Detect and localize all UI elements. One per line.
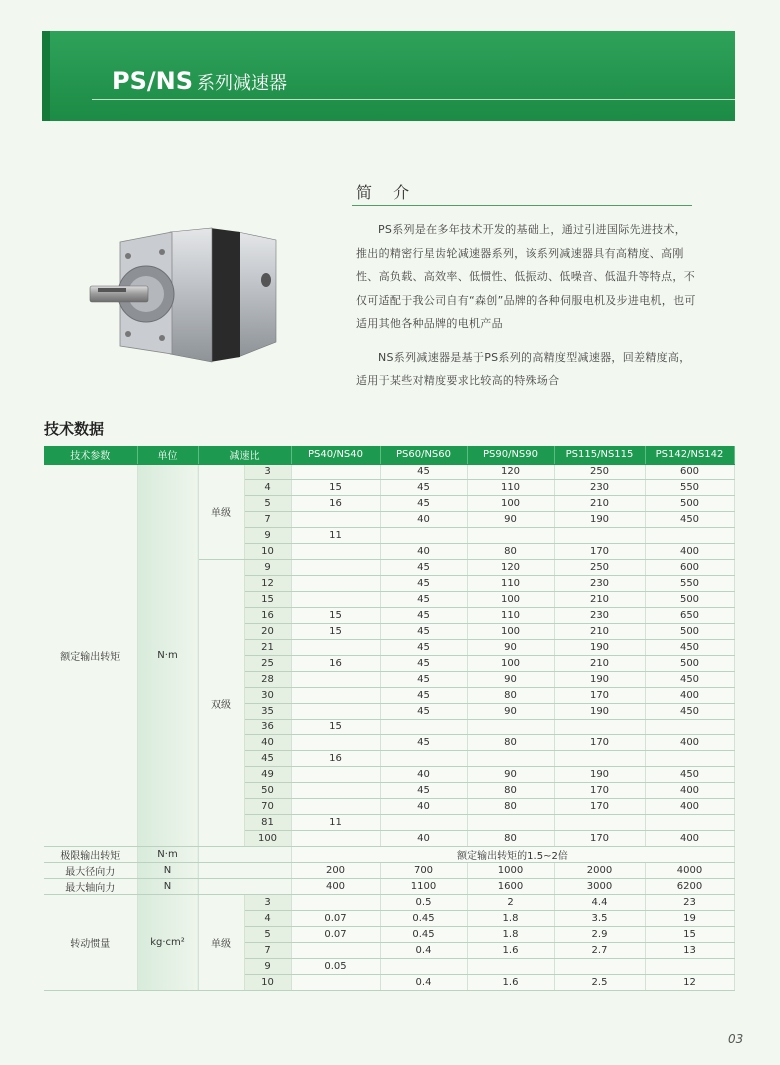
value-cell: 80 (467, 831, 554, 847)
value-cell: 190 (554, 639, 645, 655)
value-cell: 45 (380, 496, 467, 512)
value-cell (380, 958, 467, 974)
ratio-cell: 5 (244, 496, 291, 512)
value-cell: 2000 (554, 863, 645, 879)
value-cell: 45 (380, 639, 467, 655)
value-cell: 400 (291, 879, 380, 895)
banner-rule (92, 99, 735, 100)
value-cell: 190 (554, 671, 645, 687)
title-main: PS/NS (112, 67, 194, 95)
ratio-cell: 30 (244, 687, 291, 703)
ratio-cell: 50 (244, 783, 291, 799)
section-title: 技术数据 (44, 420, 105, 438)
value-cell (467, 751, 554, 767)
value-cell: 0.45 (380, 910, 467, 926)
value-cell: 550 (645, 576, 734, 592)
value-cell: 190 (554, 512, 645, 528)
value-cell (291, 799, 380, 815)
value-cell: 11 (291, 815, 380, 831)
value-cell: 190 (554, 703, 645, 719)
value-cell: 110 (467, 480, 554, 496)
banner-edge (42, 31, 50, 121)
value-cell (291, 687, 380, 703)
value-cell: 90 (467, 671, 554, 687)
ratio-cell: 40 (244, 735, 291, 751)
ratio-cell: 4 (244, 480, 291, 496)
header-unit: 单位 (137, 446, 198, 464)
ratio-cell: 10 (244, 544, 291, 560)
value-cell: 3.5 (554, 910, 645, 926)
value-cell: 3000 (554, 879, 645, 895)
value-cell (291, 464, 380, 480)
value-cell (291, 703, 380, 719)
ratio-cell: 7 (244, 942, 291, 958)
ratio-blank (198, 847, 291, 863)
value-cell: 0.5 (380, 895, 467, 911)
value-cell: 400 (645, 831, 734, 847)
value-cell: 0.45 (380, 926, 467, 942)
value-cell: 45 (380, 687, 467, 703)
value-cell: 500 (645, 496, 734, 512)
value-cell (291, 544, 380, 560)
value-cell: 40 (380, 512, 467, 528)
param-label: 转动惯量 (44, 895, 137, 991)
limit-value-cell: 额定输出转矩的1.5~2倍 (291, 847, 734, 863)
header-param: 技术参数 (44, 446, 137, 464)
ratio-cell: 20 (244, 623, 291, 639)
ratio-cell: 3 (244, 895, 291, 911)
unit-label: N (137, 879, 198, 895)
value-cell (645, 528, 734, 544)
param-label: 最大轴向力 (44, 879, 137, 895)
value-cell: 210 (554, 623, 645, 639)
value-cell: 200 (291, 863, 380, 879)
value-cell: 0.07 (291, 926, 380, 942)
value-cell: 90 (467, 639, 554, 655)
value-cell (554, 815, 645, 831)
spec-table (44, 446, 735, 991)
value-cell (645, 719, 734, 735)
value-cell: 110 (467, 607, 554, 623)
value-cell: 100 (467, 623, 554, 639)
value-cell (291, 735, 380, 751)
unit-label: kg·cm² (137, 895, 198, 991)
value-cell: 400 (645, 783, 734, 799)
value-cell: 45 (380, 592, 467, 608)
intro-divider (352, 205, 692, 206)
ratio-cell: 49 (244, 767, 291, 783)
value-cell: 400 (645, 735, 734, 751)
value-cell: 500 (645, 592, 734, 608)
intro-heading: 简 介 (356, 183, 418, 202)
value-cell: 110 (467, 576, 554, 592)
value-cell: 4.4 (554, 895, 645, 911)
value-cell (380, 815, 467, 831)
value-cell: 90 (467, 512, 554, 528)
value-cell (467, 815, 554, 831)
value-cell: 250 (554, 464, 645, 480)
value-cell: 450 (645, 703, 734, 719)
value-cell: 450 (645, 639, 734, 655)
value-cell: 450 (645, 767, 734, 783)
value-cell: 500 (645, 623, 734, 639)
value-cell: 6200 (645, 879, 734, 895)
ratio-cell: 100 (244, 831, 291, 847)
value-cell: 1600 (467, 879, 554, 895)
value-cell: 4000 (645, 863, 734, 879)
value-cell: 45 (380, 480, 467, 496)
value-cell (554, 528, 645, 544)
value-cell: 100 (467, 655, 554, 671)
value-cell: 230 (554, 607, 645, 623)
table-header-row (44, 446, 734, 464)
value-cell: 450 (645, 512, 734, 528)
value-cell: 230 (554, 480, 645, 496)
stage-label: 单级 (198, 895, 244, 991)
value-cell: 250 (554, 560, 645, 576)
value-cell: 100 (467, 592, 554, 608)
value-cell: 45 (380, 655, 467, 671)
value-cell: 15 (291, 480, 380, 496)
value-cell: 600 (645, 560, 734, 576)
value-cell: 90 (467, 767, 554, 783)
value-cell: 45 (380, 783, 467, 799)
ratio-cell: 25 (244, 655, 291, 671)
value-cell: 45 (380, 703, 467, 719)
value-cell (291, 831, 380, 847)
value-cell (291, 783, 380, 799)
value-cell: 550 (645, 480, 734, 496)
table-row (44, 863, 734, 879)
value-cell: 2.7 (554, 942, 645, 958)
value-cell: 11 (291, 528, 380, 544)
ratio-cell: 28 (244, 671, 291, 687)
value-cell: 45 (380, 560, 467, 576)
value-cell (554, 958, 645, 974)
value-cell: 1.8 (467, 910, 554, 926)
page-number: 03 (728, 1032, 744, 1046)
table-row (44, 847, 734, 863)
value-cell: 170 (554, 783, 645, 799)
value-cell: 45 (380, 607, 467, 623)
value-cell: 40 (380, 767, 467, 783)
value-cell: 230 (554, 576, 645, 592)
ratio-cell: 12 (244, 576, 291, 592)
ratio-cell: 16 (244, 607, 291, 623)
unit-label: N (137, 863, 198, 879)
table-row (44, 879, 734, 895)
value-cell: 80 (467, 783, 554, 799)
value-cell: 80 (467, 687, 554, 703)
value-cell (645, 751, 734, 767)
value-cell: 16 (291, 496, 380, 512)
value-cell: 1.8 (467, 926, 554, 942)
value-cell: 1.6 (467, 942, 554, 958)
header-ratio: 减速比 (198, 446, 291, 464)
value-cell (291, 974, 380, 990)
table-row (44, 464, 734, 480)
value-cell: 45 (380, 735, 467, 751)
value-cell (291, 560, 380, 576)
table-row (44, 895, 734, 911)
value-cell (291, 512, 380, 528)
ratio-cell: 35 (244, 703, 291, 719)
header-model: PS40/NS40 (291, 446, 380, 464)
value-cell: 12 (645, 974, 734, 990)
unit-label: N·m (137, 847, 198, 863)
value-cell: 170 (554, 831, 645, 847)
value-cell (291, 576, 380, 592)
value-cell: 170 (554, 544, 645, 560)
value-cell (291, 895, 380, 911)
value-cell (380, 751, 467, 767)
value-cell: 80 (467, 799, 554, 815)
header-model: PS142/NS142 (645, 446, 734, 464)
ratio-cell: 5 (244, 926, 291, 942)
value-cell (291, 767, 380, 783)
ratio-cell: 7 (244, 512, 291, 528)
value-cell (380, 719, 467, 735)
intro-text (356, 218, 696, 393)
value-cell: 16 (291, 751, 380, 767)
value-cell: 450 (645, 671, 734, 687)
value-cell (554, 719, 645, 735)
intro-paragraph: NS系列减速器是基于PS系列的高精度型减速器，回差精度高，适用于某些对精度要求比较高的特殊场合 (356, 350, 691, 387)
value-cell (291, 639, 380, 655)
value-cell (467, 719, 554, 735)
param-label: 最大径向力 (44, 863, 137, 879)
value-cell: 1000 (467, 863, 554, 879)
value-cell (645, 815, 734, 831)
value-cell: 100 (467, 496, 554, 512)
ratio-cell: 15 (244, 592, 291, 608)
value-cell: 170 (554, 735, 645, 751)
value-cell: 0.07 (291, 910, 380, 926)
value-cell: 2 (467, 895, 554, 911)
page-title (112, 67, 287, 95)
value-cell: 120 (467, 464, 554, 480)
ratio-cell: 9 (244, 528, 291, 544)
value-cell: 120 (467, 560, 554, 576)
ratio-cell: 81 (244, 815, 291, 831)
value-cell (291, 592, 380, 608)
value-cell: 15 (645, 926, 734, 942)
header-banner (42, 31, 735, 121)
value-cell: 400 (645, 799, 734, 815)
header-model: PS115/NS115 (554, 446, 645, 464)
stage-label: 单级 (198, 464, 244, 560)
param-label: 极限输出转矩 (44, 847, 137, 863)
value-cell: 40 (380, 799, 467, 815)
header-model: PS60/NS60 (380, 446, 467, 464)
value-cell: 400 (645, 687, 734, 703)
value-cell: 210 (554, 592, 645, 608)
stage-label: 双级 (198, 560, 244, 847)
value-cell: 16 (291, 655, 380, 671)
value-cell: 80 (467, 735, 554, 751)
value-cell: 15 (291, 719, 380, 735)
value-cell: 170 (554, 687, 645, 703)
ratio-cell: 4 (244, 910, 291, 926)
intro-paragraph: PS系列是在多年技术开发的基础上，通过引进国际先进技术，推出的精密行星齿轮减速器系列，该系列减速器具有高精度、高刚性、高负载、高效率、低惯性、低振动、低噪音、低温升等特点，不仅可适配于我公司自有“森创”品牌的各种伺服电机及步进电机，也可适用其他各种品牌的电机产品 (356, 223, 696, 330)
ratio-blank (198, 863, 291, 879)
value-cell: 40 (380, 544, 467, 560)
ratio-cell: 9 (244, 958, 291, 974)
ratio-cell: 70 (244, 799, 291, 815)
value-cell (554, 751, 645, 767)
ratio-cell: 9 (244, 560, 291, 576)
value-cell: 0.05 (291, 958, 380, 974)
gearbox-product-image (88, 222, 288, 372)
value-cell: 1.6 (467, 974, 554, 990)
value-cell (467, 528, 554, 544)
value-cell: 15 (291, 607, 380, 623)
unit-label: N·m (137, 464, 198, 847)
value-cell (380, 528, 467, 544)
value-cell: 0.4 (380, 942, 467, 958)
value-cell: 15 (291, 623, 380, 639)
value-cell (291, 671, 380, 687)
value-cell: 600 (645, 464, 734, 480)
value-cell: 500 (645, 655, 734, 671)
value-cell: 40 (380, 831, 467, 847)
value-cell: 170 (554, 799, 645, 815)
value-cell: 190 (554, 767, 645, 783)
value-cell (291, 942, 380, 958)
value-cell: 1100 (380, 879, 467, 895)
value-cell: 400 (645, 544, 734, 560)
value-cell (645, 958, 734, 974)
value-cell: 2.5 (554, 974, 645, 990)
ratio-blank (198, 879, 291, 895)
value-cell: 0.4 (380, 974, 467, 990)
value-cell: 80 (467, 544, 554, 560)
param-label: 额定输出转矩 (44, 464, 137, 847)
ratio-cell: 45 (244, 751, 291, 767)
value-cell: 650 (645, 607, 734, 623)
title-sub: 系列减速器 (197, 73, 288, 94)
ratio-cell: 3 (244, 464, 291, 480)
ratio-cell: 21 (244, 639, 291, 655)
value-cell: 2.9 (554, 926, 645, 942)
value-cell: 45 (380, 464, 467, 480)
value-cell: 13 (645, 942, 734, 958)
ratio-cell: 36 (244, 719, 291, 735)
value-cell: 45 (380, 671, 467, 687)
value-cell: 45 (380, 576, 467, 592)
ratio-cell: 10 (244, 974, 291, 990)
value-cell: 19 (645, 910, 734, 926)
value-cell: 700 (380, 863, 467, 879)
header-model: PS90/NS90 (467, 446, 554, 464)
value-cell: 210 (554, 496, 645, 512)
value-cell: 210 (554, 655, 645, 671)
value-cell: 90 (467, 703, 554, 719)
value-cell: 45 (380, 623, 467, 639)
value-cell: 23 (645, 895, 734, 911)
value-cell (467, 958, 554, 974)
